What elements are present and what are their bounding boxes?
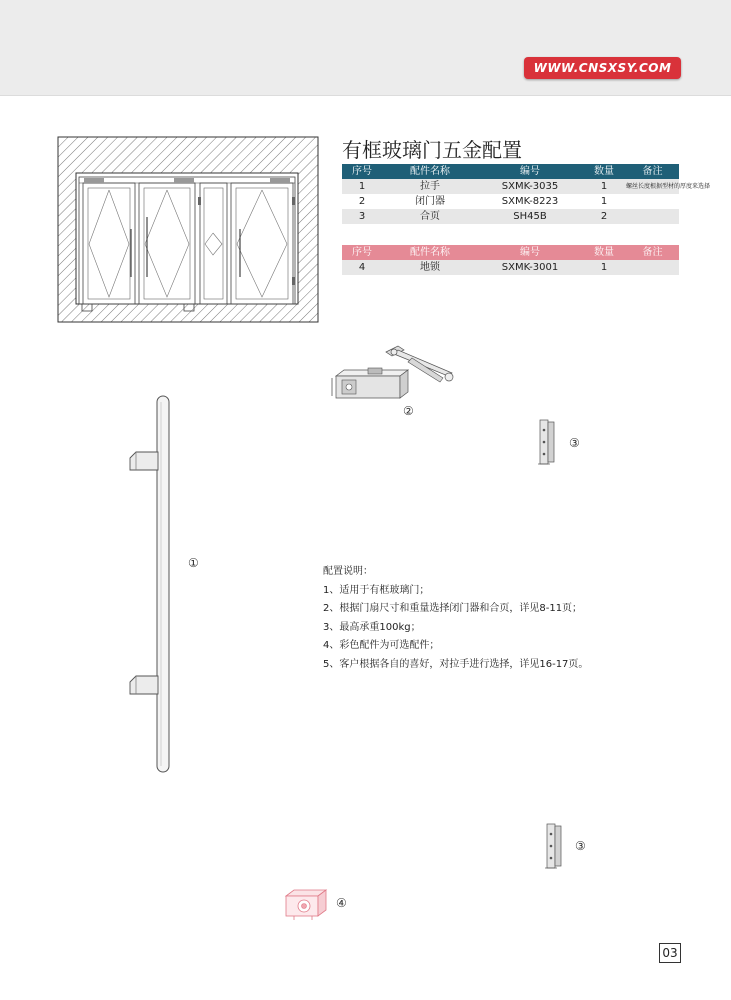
- row-name: 合页: [420, 211, 440, 222]
- row-qty: 1: [600, 181, 608, 192]
- table-row: [342, 209, 679, 224]
- table-header-cell: 备注: [626, 245, 679, 260]
- marker-floor-lock: ④: [336, 896, 347, 910]
- note-item: 5、客户根据各自的喜好，对拉手进行选择，详见16-17页。: [323, 658, 589, 670]
- row-no: 3: [358, 211, 366, 222]
- optional-config-table: [342, 245, 679, 275]
- table-header-cell: 序号: [342, 245, 382, 260]
- table-header-row: [342, 164, 679, 179]
- row-code: SXMK-8223: [501, 196, 559, 207]
- row-note: [626, 194, 679, 209]
- pull-handle-illustration: [128, 394, 188, 776]
- row-code: SXMK-3035: [501, 181, 559, 192]
- config-table: [342, 164, 711, 224]
- row-note: 螺丝长度根据型材的厚度来选择: [626, 183, 711, 190]
- door-closer-illustration: [328, 340, 468, 410]
- row-note: [626, 260, 679, 275]
- row-no: 1: [358, 181, 366, 192]
- row-code: SH45B: [513, 211, 547, 222]
- table-header-cell: 数量: [582, 164, 626, 179]
- table-header-cell: 编号: [478, 164, 582, 179]
- page-title: 有框玻璃门五金配置: [342, 138, 522, 162]
- row-name: 闭门器: [415, 196, 445, 207]
- floor-lock-illustration: [282, 886, 332, 922]
- row-note: [626, 209, 679, 224]
- notes-title: 配置说明：: [323, 566, 373, 577]
- note-item: 1、适用于有框玻璃门；: [323, 584, 430, 596]
- row-qty: 1: [600, 262, 608, 273]
- row-qty: 2: [600, 211, 608, 222]
- table-header-row: [342, 245, 679, 260]
- table-header-cell: 编号: [478, 245, 582, 260]
- marker-handle: ①: [188, 556, 199, 570]
- marker-closer: ②: [403, 404, 414, 418]
- row-name: 地锁: [420, 262, 440, 273]
- page-number: 03: [659, 943, 681, 963]
- door-elevation-drawing: [58, 137, 318, 322]
- website-badge[interactable]: WWW.CNSXSY.COM: [524, 57, 681, 79]
- row-name: 拉手: [420, 181, 440, 192]
- table-row: [342, 194, 679, 209]
- table-header-cell: 备注: [626, 164, 679, 179]
- config-notes: [323, 563, 588, 674]
- note-item: 4、彩色配件为可选配件；: [323, 640, 440, 651]
- hinge-bottom-illustration: [543, 822, 565, 872]
- table-header-cell: 配件名称: [382, 245, 478, 260]
- marker-hinge-bottom: ③: [575, 839, 586, 853]
- row-no: 2: [358, 196, 366, 207]
- note-item: 3、最高承重100kg；: [323, 621, 421, 633]
- hinge-top-illustration: [536, 418, 558, 468]
- table-row: [342, 179, 711, 194]
- table-header-cell: 序号: [342, 164, 382, 179]
- row-qty: 1: [600, 196, 608, 207]
- table-row: [342, 260, 679, 275]
- marker-hinge-top: ③: [569, 436, 580, 450]
- table-header-cell: 配件名称: [382, 164, 478, 179]
- row-code: SXMK-3001: [501, 262, 559, 273]
- note-item: 2、根据门扇尺寸和重量选择闭门器和合页，详见8-11页；: [323, 603, 583, 614]
- header-bar: [0, 0, 731, 96]
- row-no: 4: [358, 262, 366, 273]
- table-header-cell: 数量: [582, 245, 626, 260]
